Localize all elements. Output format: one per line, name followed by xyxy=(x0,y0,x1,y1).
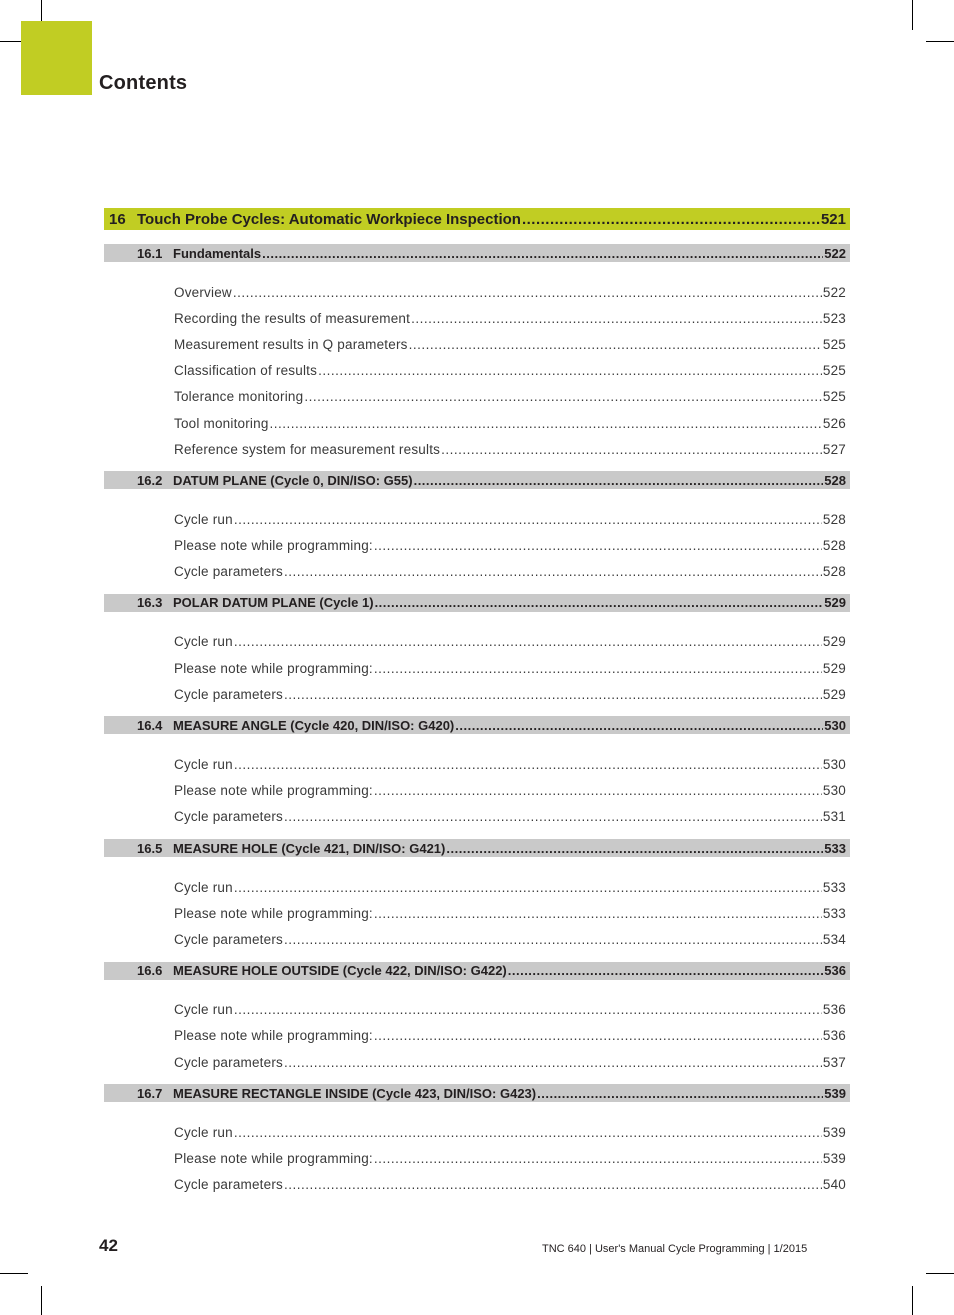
entry-page: 528 xyxy=(822,564,846,580)
entry-page: 536 xyxy=(822,1028,846,1044)
dot-leader xyxy=(234,1125,822,1140)
section-block xyxy=(104,839,850,953)
toc-entry[interactable] xyxy=(104,997,850,1023)
chapter-number: 16 xyxy=(109,210,126,228)
section-row[interactable] xyxy=(104,594,850,612)
dot-leader xyxy=(284,932,822,947)
section-number: 16.4 xyxy=(137,717,163,733)
entry-title: Cycle parameters xyxy=(174,564,283,580)
entry-title: Recording the results of measurement xyxy=(174,310,411,326)
section-page: 539 xyxy=(824,1085,846,1101)
toc-entry[interactable] xyxy=(104,1119,850,1145)
section-number: 16.6 xyxy=(137,963,163,979)
dot-leader xyxy=(374,661,822,676)
entry-title: Measurement results in Q parameters xyxy=(174,336,408,352)
entry-page: 528 xyxy=(822,511,846,527)
accent-block xyxy=(21,21,92,95)
entry-page: 533 xyxy=(822,879,846,895)
toc-entry[interactable] xyxy=(104,629,850,655)
chapter-page: 521 xyxy=(820,210,846,228)
dot-leader xyxy=(508,963,824,978)
toc-entry[interactable] xyxy=(104,358,850,384)
entry-title: Cycle parameters xyxy=(174,1054,283,1070)
entry-title: Reference system for measurement results xyxy=(174,441,441,457)
section-page: 529 xyxy=(824,595,846,611)
dot-leader xyxy=(233,285,822,300)
section-page: 533 xyxy=(824,840,846,856)
entry-title: Cycle run xyxy=(174,511,233,527)
entry-title: Please note while programming: xyxy=(174,783,373,799)
entry-title: Cycle parameters xyxy=(174,931,283,947)
entry-page: 537 xyxy=(822,1054,846,1070)
section-title: MEASURE HOLE (Cycle 421, DIN/ISO: G421) xyxy=(173,840,446,856)
toc-entry[interactable] xyxy=(104,410,850,436)
crop-mark xyxy=(0,1273,28,1274)
table-of-contents xyxy=(104,208,850,1207)
entry-page: 530 xyxy=(822,783,846,799)
crop-mark xyxy=(0,41,21,42)
dot-leader xyxy=(234,512,822,527)
dot-leader xyxy=(537,1086,823,1101)
section-row[interactable] xyxy=(104,244,850,262)
entry-page: 527 xyxy=(822,441,846,457)
entry-title: Overview xyxy=(174,284,232,300)
entry-page: 540 xyxy=(822,1177,846,1193)
section-block xyxy=(104,716,850,830)
toc-entry[interactable] xyxy=(104,778,850,804)
dot-leader xyxy=(446,841,823,856)
dot-leader xyxy=(262,246,823,261)
toc-entry[interactable] xyxy=(104,1145,850,1171)
entry-page: 530 xyxy=(822,757,846,773)
entry-page: 523 xyxy=(822,310,846,326)
section-block xyxy=(104,594,850,708)
toc-entry[interactable] xyxy=(104,1172,850,1198)
dot-leader xyxy=(374,1028,822,1043)
entry-page: 525 xyxy=(822,363,846,379)
dot-leader xyxy=(284,809,822,824)
dot-leader xyxy=(234,634,822,649)
dot-leader xyxy=(270,416,822,431)
crop-mark xyxy=(926,41,954,42)
section-row[interactable] xyxy=(104,716,850,734)
toc-entry[interactable] xyxy=(104,506,850,532)
dot-leader xyxy=(374,906,822,921)
entry-title: Cycle parameters xyxy=(174,1177,283,1193)
dot-leader xyxy=(374,783,822,798)
dot-leader xyxy=(234,1002,822,1017)
entry-title: Please note while programming: xyxy=(174,1028,373,1044)
section-block xyxy=(104,1084,850,1198)
entry-page: 534 xyxy=(822,931,846,947)
toc-entry[interactable] xyxy=(104,305,850,331)
chapter-title: Touch Probe Cycles: Automatic Workpiece Inspection xyxy=(137,210,521,228)
entry-title: Cycle run xyxy=(174,757,233,773)
section-title: DATUM PLANE (Cycle 0, DIN/ISO: G55) xyxy=(173,472,413,488)
entry-page: 529 xyxy=(822,634,846,650)
dot-leader xyxy=(414,473,824,488)
section-row[interactable] xyxy=(104,1084,850,1102)
dot-leader xyxy=(284,1055,822,1070)
chapter-row[interactable] xyxy=(104,208,850,230)
section-title: POLAR DATUM PLANE (Cycle 1) xyxy=(173,595,374,611)
dot-leader xyxy=(374,1151,822,1166)
toc-entry[interactable] xyxy=(104,804,850,830)
entry-title: Cycle parameters xyxy=(174,809,283,825)
section-row[interactable] xyxy=(104,962,850,980)
section-page: 536 xyxy=(824,963,846,979)
crop-mark xyxy=(912,1286,913,1315)
page-number: 42 xyxy=(99,1236,118,1255)
entry-title: Cycle run xyxy=(174,634,233,650)
entry-title: Cycle parameters xyxy=(174,686,283,702)
dot-leader xyxy=(284,564,822,579)
toc-entry[interactable] xyxy=(104,1049,850,1075)
entry-title: Classification of results xyxy=(174,363,318,379)
toc-entry[interactable] xyxy=(104,384,850,410)
toc-entry[interactable] xyxy=(104,1023,850,1049)
dot-leader xyxy=(374,538,822,553)
toc-entry[interactable] xyxy=(104,874,850,900)
section-row[interactable] xyxy=(104,839,850,857)
dot-leader xyxy=(522,211,820,228)
toc-entry[interactable] xyxy=(104,331,850,357)
crop-mark xyxy=(912,0,913,30)
toc-entry[interactable] xyxy=(104,926,850,952)
section-title: MEASURE ANGLE (Cycle 420, DIN/ISO: G420) xyxy=(173,717,455,733)
section-title: MEASURE RECTANGLE INSIDE (Cycle 423, DIN/ISO: G423) xyxy=(173,1085,537,1101)
toc-entry[interactable] xyxy=(104,751,850,777)
entry-title: Tolerance monitoring xyxy=(174,389,304,405)
section-number: 16.2 xyxy=(137,472,163,488)
section-page: 530 xyxy=(824,717,846,733)
entry-page: 539 xyxy=(822,1150,846,1166)
entry-page: 533 xyxy=(822,905,846,921)
section-block xyxy=(104,962,850,1076)
entry-page: 525 xyxy=(822,336,846,352)
section-number: 16.7 xyxy=(137,1085,163,1101)
entry-title: Please note while programming: xyxy=(174,905,373,921)
dot-leader xyxy=(234,880,822,895)
entry-page: 529 xyxy=(822,686,846,702)
dot-leader xyxy=(441,442,822,457)
toc-entry[interactable] xyxy=(104,900,850,926)
entry-title: Cycle run xyxy=(174,1124,233,1140)
section-list xyxy=(104,244,850,1198)
entry-page: 528 xyxy=(822,538,846,554)
section-title: Fundamentals xyxy=(173,245,262,261)
entry-page: 536 xyxy=(822,1002,846,1018)
entry-title: Cycle run xyxy=(174,1002,233,1018)
dot-leader xyxy=(409,337,822,352)
crop-mark xyxy=(41,1286,42,1315)
section-number: 16.5 xyxy=(137,840,163,856)
dot-leader xyxy=(234,757,822,772)
entry-title: Please note while programming: xyxy=(174,1150,373,1166)
section-title: MEASURE HOLE OUTSIDE (Cycle 422, DIN/ISO: G422) xyxy=(173,963,507,979)
dot-leader xyxy=(318,363,822,378)
toc-entry[interactable] xyxy=(104,436,850,462)
crop-mark xyxy=(926,1273,954,1274)
dot-leader xyxy=(284,1177,822,1192)
dot-leader xyxy=(304,389,822,404)
dot-leader xyxy=(455,718,823,733)
toc-entry[interactable] xyxy=(104,681,850,707)
toc-entry[interactable] xyxy=(104,279,850,305)
entry-title: Cycle run xyxy=(174,879,233,895)
entry-title: Please note while programming: xyxy=(174,538,373,554)
section-block xyxy=(104,244,850,462)
dot-leader xyxy=(375,595,824,610)
entry-page: 525 xyxy=(822,389,846,405)
entry-title: Please note while programming: xyxy=(174,660,373,676)
section-number: 16.3 xyxy=(137,595,163,611)
entry-page: 539 xyxy=(822,1124,846,1140)
footer-text: TNC 640 | User's Manual Cycle Programming | 1/2015 xyxy=(542,1243,808,1255)
section-page: 522 xyxy=(824,245,846,261)
dot-leader xyxy=(284,687,822,702)
entry-page: 526 xyxy=(822,415,846,431)
section-number: 16.1 xyxy=(137,245,163,261)
toc-entry[interactable] xyxy=(104,559,850,585)
toc-entry[interactable] xyxy=(104,533,850,559)
section-page: 528 xyxy=(824,472,846,488)
entry-title: Tool monitoring xyxy=(174,415,269,431)
page-title: Contents xyxy=(99,72,188,94)
entry-page: 529 xyxy=(822,660,846,676)
entry-page: 522 xyxy=(822,284,846,300)
crop-mark xyxy=(41,0,42,21)
toc-entry[interactable] xyxy=(104,655,850,681)
dot-leader xyxy=(411,311,822,326)
section-block xyxy=(104,471,850,585)
entry-page: 531 xyxy=(822,809,846,825)
section-row[interactable] xyxy=(104,471,850,489)
